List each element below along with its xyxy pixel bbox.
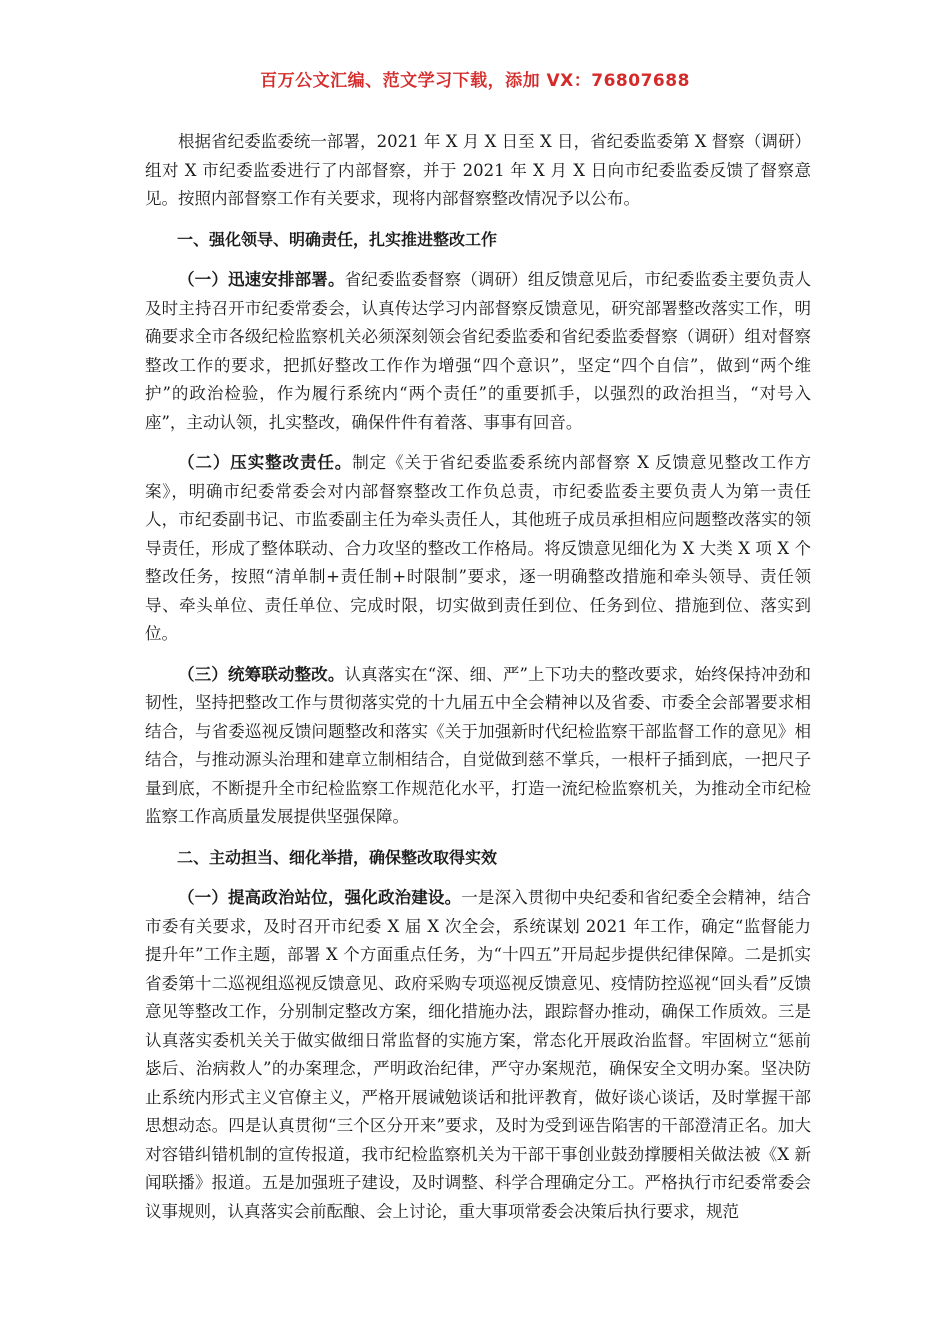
paragraph-lead: （一）提高政治站位，强化政治建设。: [178, 888, 462, 907]
paragraph-text: 制定《关于省纪委监委系统内部督察 X 反馈意见整改工作方案》，明确市纪委常委会对内部督察整改工作负总责，市纪委监委主要负责人为第一责任人，市纪委副书记、市监委副主任为牵头责任人，其他班子成员承担相应问题整改落实的领导责任，形成了整体联动、合力攻坚的整改工作格局。将反馈意见细化为 X 大类 X 项 X 个整改任务，按照“清单制+责任制+时限制”要求，逐一明确整改措施和牵头领导、责任领导、牵头单位、责任单位、完成时限，切实做到责任到位、任务到位、措施到位、落实到位。: [145, 453, 812, 643]
paragraph-text: 认真落实在“深、细、严”上下功夫的整改要求，始终保持冲劲和韧性，坚持把整改工作与贯彻落实党的十九届五中全会精神以及省委、市委全会部署要求相结合，与省委巡视反馈问题整改和落实《关于加强新时代纪检监察干部监督工作的意见》相结合，与推动源头治理和建章立制相结合，自觉做到慈不掌兵，一根杆子插到底，一把尺子量到底，不断提升全市纪检监察工作规范化水平，打造一流纪检监察机关，为推动全市纪检监察工作高质量发展提供坚强保障。: [145, 664, 811, 826]
paragraph-lead: （三）统筹联动整改。: [178, 664, 345, 684]
paragraph-lead: （二）压实整改责任。: [178, 453, 353, 472]
section-heading-2: 二、主动担当、细化举措，确保整改取得实效: [177, 847, 498, 867]
header-banner: 百万公文汇编、范文学习下载，添加 VX：76807688: [260, 71, 690, 91]
paragraph-text: 一是深入贯彻中央纪委和省纪委全会精神，结合市委有关要求，及时召开市纪委 X 届 X 次全会，系统谋划 2021 年工作，确定“监督能力提升年”工作主题，部署 X 个方面重点任务，为“十四五”开局起步提供纪律保障。二是抓实省委第十二巡视组巡视反馈意见、政府采购专项巡视反馈意见、疫情防控巡视“回头看”反馈意见等整改工作，分别制定整改方案，细化措施办法，跟踪督办推动，确保工作质效。三是认真落实委机关关于做实做细日常监督的实施方案，常态化开展政治监督。牢固树立“惩前毖后、治病救人”的办案理念，严明政治纪律，严守办案规范，确保安全文明办案。坚决防止系统内形式主义官僚主义，严格开展诫勉谈话和批评教育，做好谈心谈话，及时掌握干部思想动态。四是认真贯彻“三个区分开来”要求，及时为受到诬告陷害的干部澄清正名。加大对容错纠错机制的宣传报道，我市纪检监察机关为干部干事创业鼓劲撑腰相关做法被《X 新闻联播》报道。五是加强班子建设，及时调整、科学合理确定分工。严格执行市纪委常委会议事规则，认真落实会前酝酿、会上讨论，重大事项常委会决策后执行要求，规范: [145, 888, 812, 1221]
paragraph-1-1: [145, 266, 811, 437]
paragraph-2-1: [145, 884, 811, 1226]
paragraph-lead: （一）迅速安排部署。: [178, 270, 345, 289]
paragraph-1-3: [145, 661, 811, 832]
section-heading-1: 一、强化领导、明确责任，扎实推进整改工作: [177, 229, 498, 249]
document-body: [145, 128, 811, 1238]
paragraph-text: 省纪委监委督察（调研）组反馈意见后，市纪委监委主要负责人及时主持召开市纪委常委会，认真传达学习内部督察反馈意见，研究部署整改落实工作，明确要求全市各级纪检监察机关必须深刻领会省纪委监委和省纪委监委督察（调研）组对督察整改工作的要求，把抓好整改工作作为增强“四个意识”，坚定“四个自信”，做到“两个维护”的政治检验，作为履行系统内“两个责任”的重要抓手，以强烈的政治担当，“对号入座”，主动认领，扎实整改，确保件件有着落、事事有回音。: [145, 270, 812, 432]
paragraph-1-2: [145, 449, 811, 649]
intro-paragraph: 根据省纪委监委统一部署，2021 年 X 月 X 日至 X 日，省纪委监委第 X 督察（调研）组对 X 市纪委监委进行了内部督察，并于 2021 年 X 月 X 日向市纪委监委反馈了督察意见。按照内部督察工作有关要求，现将内部督察整改情况予以公布。: [145, 132, 811, 208]
